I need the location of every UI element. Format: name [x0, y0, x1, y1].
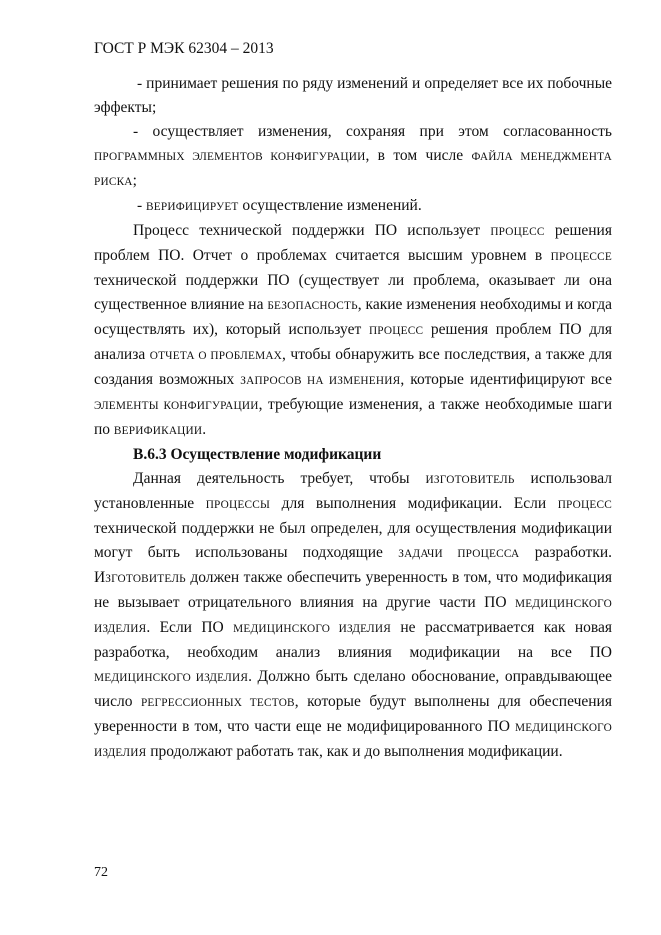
- small-caps-term: ЗГОТОВИТЕЛЬ: [105, 573, 186, 585]
- text-run: для выполнения модификации. Если: [270, 495, 558, 512]
- text-run: технической поддержки не был определен, для осуществления модификации могут быть использованы подходящие: [94, 520, 612, 561]
- small-caps-term: МЕДИЦИНСКОГО ИЗДЕЛИЯ: [94, 722, 612, 759]
- text-run: , которые будут выполнены для обеспечения уверенности в том, что части еще не модифицированного ПО: [94, 693, 612, 735]
- small-caps-term: МЕДИЦИНСКОГО ИЗДЕЛИЯ: [94, 672, 249, 684]
- paragraph-implements: [94, 120, 612, 194]
- text-run: технической поддержки ПО (существует ли проблема, оказывает ли она существенное влияние на: [94, 272, 612, 313]
- small-caps-term: МЕДИЦИНСКОГО ИЗДЕЛИЯ: [94, 598, 612, 635]
- text-run: , чтобы обнаружить все последствия, а также для создания возможных: [94, 346, 612, 388]
- small-caps-term: ПРОЦЕССЕ: [550, 251, 612, 263]
- body-text: [94, 72, 612, 765]
- text-run: , требующие изменения, а также необходимые шаги по: [94, 396, 613, 438]
- text-run: . Должно быть сделано обоснование, оправдывающее число: [94, 668, 612, 710]
- standard-header: ГОСТ Р МЭК 62304 – 2013: [94, 40, 274, 57]
- text-run: -: [137, 197, 147, 214]
- paragraph-decisions: [94, 72, 612, 120]
- small-caps-term: ЗАПРОСОВ НА ИЗМЕНЕНИЯ: [240, 375, 401, 387]
- section-heading: B.6.3 Осуществление модификации: [133, 446, 382, 463]
- text-run: решения проблем ПО. Отчет о проблемах считается высшим уровнем в: [94, 222, 612, 264]
- text-run: продолжают работать так, как и до выполнения модификации.: [146, 743, 563, 760]
- page-number: 72: [94, 865, 108, 880]
- small-caps-term: ПРОЦЕСС: [368, 325, 424, 337]
- text-run: Данная деятельность требует, чтобы: [133, 470, 426, 487]
- small-caps-term: ПРОЦЕСС: [557, 499, 612, 511]
- small-caps-term: РЕГРЕССИОННЫХ ТЕСТОВ: [140, 697, 295, 709]
- paragraph-maintenance-process: [94, 219, 612, 443]
- text-run: , в том числе: [365, 147, 472, 164]
- text-run: должен также обеспечить уверенность в том, что модификация не вызывает отрицательного влияния на другие части ПО: [94, 569, 612, 611]
- text-run: - принимает решения по ряду изменений и определяет все их побочные эффекты;: [94, 75, 612, 116]
- text-run: .: [202, 421, 207, 438]
- text-run: решения проблем ПО для анализа: [94, 321, 612, 363]
- text-run: осуществление изменений.: [238, 197, 422, 214]
- text-run: Процесс технической поддержки ПО использует: [133, 222, 491, 239]
- text-run: использовал установленные: [94, 470, 612, 512]
- small-caps-term: ЭЛЕМЕНТЫ КОНФИГУРАЦИИ: [94, 400, 259, 412]
- small-caps-term: ЗАДАЧИ ПРОЦЕССА: [398, 548, 520, 560]
- text-run: - осуществляет изменения, сохраняя при этом согласованность: [133, 123, 612, 140]
- small-caps-term: ВЕРИФИКАЦИИ: [113, 425, 203, 437]
- small-caps-term: ФАЙЛА МЕНЕДЖМЕНТА РИСКА: [94, 151, 612, 188]
- small-caps-term: ПРОЦЕСС: [490, 226, 545, 238]
- text-run: не рассматривается как новая разработка, необходим анализ влияния модификации на все ПО: [94, 619, 612, 661]
- small-caps-term: МЕДИЦИНСКОГО ИЗДЕЛИЯ: [233, 623, 392, 635]
- small-caps-term: ПРОГРАММНЫХ ЭЛЕМЕНТОВ КОНФИГУРАЦИИ: [94, 151, 366, 163]
- small-caps-term: ИЗГОТОВИТЕЛЬ: [425, 474, 515, 486]
- paragraph-verifies: [94, 194, 612, 219]
- text-run: , какие изменения необходимы и когда осуществлять их), который использует: [94, 296, 612, 338]
- paragraph-modification: [94, 467, 612, 765]
- small-caps-term: ВЕРИФИЦИРУЕТ: [146, 201, 239, 213]
- text-run: разработки. И: [94, 544, 612, 586]
- text-run: , которые идентифицируют все: [400, 371, 612, 388]
- small-caps-term: ПРОЦЕССЫ: [205, 499, 271, 511]
- text-run: ;: [132, 172, 137, 189]
- small-caps-term: БЕЗОПАСНОСТЬ: [267, 300, 358, 312]
- small-caps-term: ОТЧЕТА О ПРОБЛЕМАХ: [149, 350, 283, 362]
- text-run: . Если ПО: [146, 619, 234, 636]
